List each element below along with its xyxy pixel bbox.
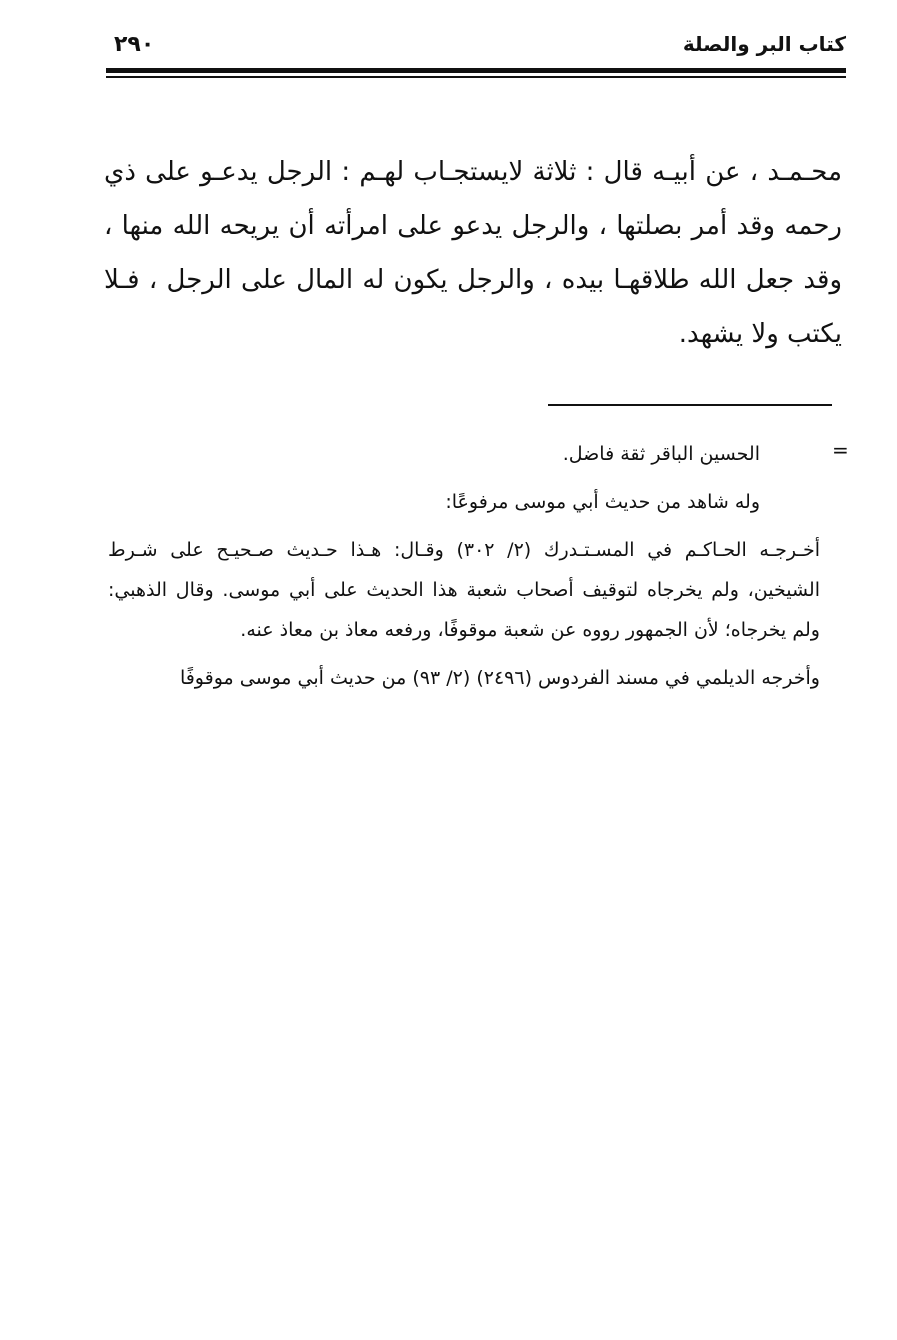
footnote-separator [548,404,832,406]
footnote-line: وأخرجه الديلمي في مسند الفردوس (٢٤٩٦) (٢/ ٩٣) من حديث أبي موسى موقوفًا [179,667,820,689]
main-paragraph: محـمـد ، عن أبيـه قال : ثلاثة لايستجـاب لهـم : الرجل يدعـو على ذي رحمه وقد أمر بصلتها ، والرجل يدعو على امرأته أن يريحه الله منها ، وقد جعل الله طلاقهـا بيده ، والرجل يكون له المال على الرجل ، فـلا يكتب ولا يشهد. [104,157,842,349]
footnotes [108,434,820,706]
footnote-line: الحسين الباقر ثقة فاضل. [562,443,760,465]
footnote-continuation-mark: = [832,438,849,462]
book-title: كتاب البر والصلة [682,32,846,56]
header-rule-thin [106,76,846,78]
main-text [104,145,842,361]
header-rule-thick [106,68,846,73]
page-header [108,30,846,66]
footnote-line: وله شاهد من حديث أبي موسى مرفوعًا: [445,491,760,513]
footnote-line: أخـرجـه الحـاكـم في المسـتـدرك (٢/ ٣٠٢) وقـال: هـذا حـديث صـحيـح على شـرط الشيخين، ولم يخرجاه لتوقيف أصحاب شعبة هذا الحديث على أبي موسى. وقال الذهبي: ولم يخرجاه؛ لأن الجمهور رووه عن شعبة موقوفًا، ورفعه معاذ بن معاذ عنه. [108,539,820,641]
page-number: ٢٩٠ [114,32,155,57]
